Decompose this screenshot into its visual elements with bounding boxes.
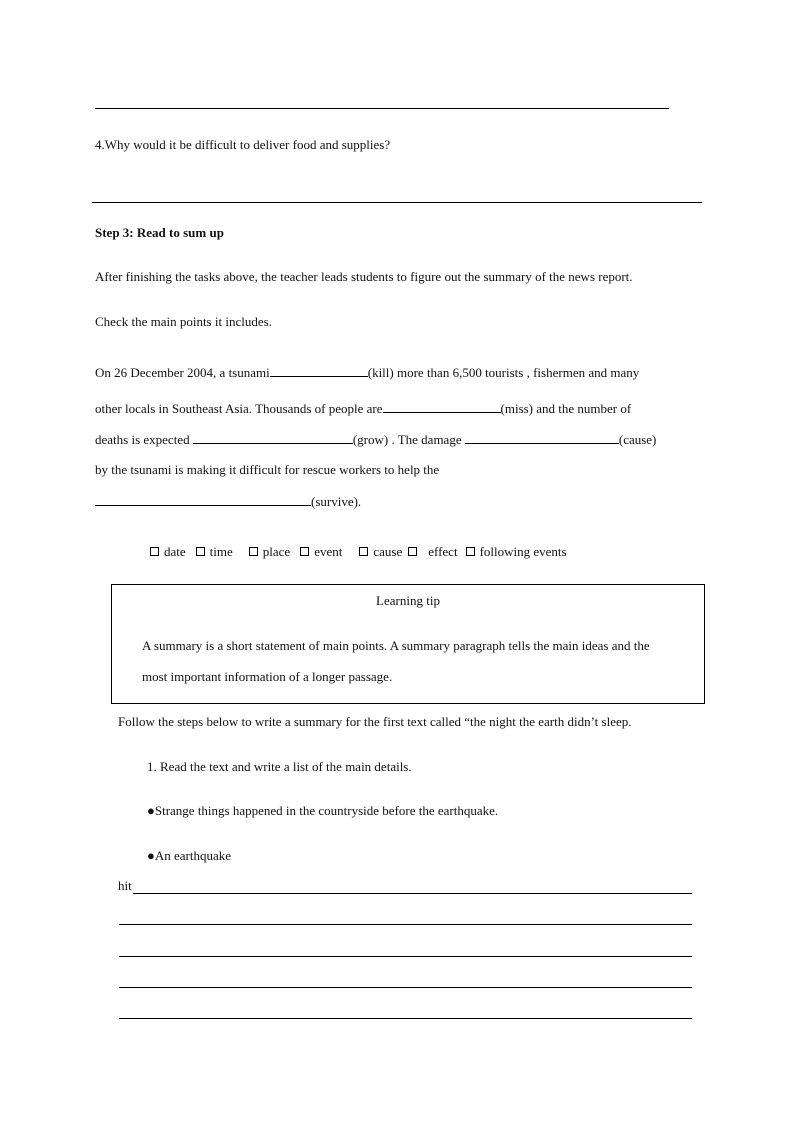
checkbox-date[interactable]: date: [150, 544, 186, 560]
cloze-text: (grow) . The damage: [352, 432, 465, 447]
learning-tip-box: [111, 584, 705, 704]
checkbox-icon: [196, 547, 205, 556]
blank-survive[interactable]: [95, 493, 311, 506]
checkbox-icon: [150, 547, 159, 556]
cloze-text: (cause): [618, 432, 657, 447]
cloze-text: (miss) and the number of: [500, 401, 632, 416]
checkbox-effect[interactable]: effect: [408, 544, 457, 560]
learning-tip-text: A summary is a short statement of main points. A summary paragraph tells the main ideas and the: [142, 638, 650, 653]
checkbox-icon: [249, 547, 258, 556]
checkbox-cause[interactable]: cause: [359, 544, 402, 560]
cloze-line-5: [95, 493, 361, 510]
step-1-instruction: 1. Read the text and write a list of the main details.: [147, 759, 412, 774]
answer-line[interactable]: [92, 202, 702, 203]
checkbox-icon: [300, 547, 309, 556]
writing-line[interactable]: [119, 987, 692, 988]
cloze-text: (survive).: [311, 494, 362, 509]
step3-heading: Step 3: Read to sum up: [95, 225, 224, 240]
checkbox-place[interactable]: place: [249, 544, 290, 560]
step3-intro: After finishing the tasks above, the teacher leads students to figure out the summary of the news report.: [95, 269, 633, 284]
cloze-line-2: [95, 400, 631, 417]
cloze-line-4: by the tsunami is making it difficult for rescue workers to help the: [95, 462, 440, 477]
learning-tip-title: Learning tip: [376, 593, 440, 608]
hit-label: hit: [118, 878, 132, 893]
cloze-text: other locals in Southeast Asia. Thousands of people are: [95, 401, 383, 416]
cloze-line-1: [95, 364, 639, 381]
writing-line[interactable]: [119, 924, 692, 925]
checkbox-icon: [359, 547, 368, 556]
writing-line[interactable]: [119, 956, 692, 957]
cloze-text: On 26 December 2004, a tsunami: [95, 365, 270, 380]
follow-steps-instruction: Follow the steps below to write a summary for the first text called “the night the earth didn’t sleep.: [118, 714, 632, 729]
cloze-line-3: [95, 431, 656, 448]
checkbox-icon: [408, 547, 417, 556]
answer-line[interactable]: [95, 108, 669, 109]
bullet-detail: ●An earthquake: [147, 848, 232, 863]
blank-kill[interactable]: [270, 364, 368, 377]
question-4: 4.Why would it be difficult to deliver food and supplies?: [95, 137, 391, 152]
checkbox-event[interactable]: event: [300, 544, 342, 560]
blank-miss[interactable]: [383, 400, 501, 413]
cloze-text: (kill) more than 6,500 tourists , fishermen and many: [367, 365, 640, 380]
main-points-checklist: [150, 544, 567, 560]
writing-line[interactable]: [133, 893, 692, 894]
checkbox-time[interactable]: time: [196, 544, 233, 560]
blank-grow[interactable]: [193, 431, 353, 444]
writing-line[interactable]: [119, 1018, 692, 1019]
cloze-text: deaths is expected: [95, 432, 193, 447]
blank-cause[interactable]: [465, 431, 619, 444]
learning-tip-text: most important information of a longer passage.: [142, 669, 393, 684]
bullet-detail: ●Strange things happened in the countryside before the earthquake.: [147, 803, 499, 818]
checkbox-icon: [466, 547, 475, 556]
step3-instruction: Check the main points it includes.: [95, 314, 272, 329]
checkbox-following-events[interactable]: following events: [466, 544, 567, 560]
